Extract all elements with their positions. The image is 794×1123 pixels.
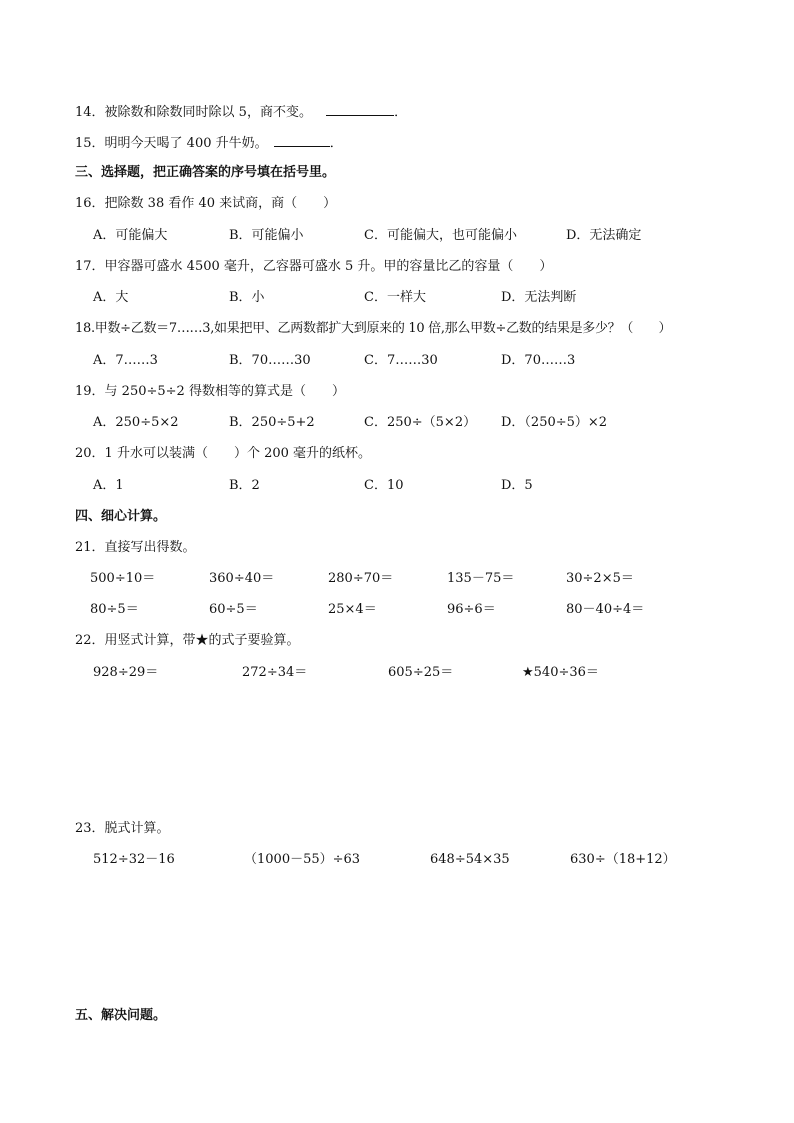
oral-calc-item: 360÷40＝ [209,571,275,586]
oral-calc-item: 80－40÷4＝ [566,602,645,617]
vertical-calc-item: 928÷29＝ [93,665,159,680]
question-14 [75,102,407,122]
question-18-option-a[interactable]: A．7……3 [93,353,158,368]
oral-calc-item: 30÷2×5＝ [566,571,634,586]
question-16-option-a[interactable]: A．可能偏大 [93,228,168,243]
question-14-tail: ． [394,105,408,120]
question-14-text: 14．被除数和除数同时除以 5，商不变。 [75,105,312,120]
question-22-text: 22．用竖式计算，带★的式子要验算。 [75,633,300,648]
question-20-text: 20．1 升水可以装满（ ）个 200 毫升的纸杯。 [75,446,372,461]
question-18-option-b[interactable]: B．70……30 [229,353,311,368]
oral-calc-item: 500÷10＝ [90,571,156,586]
question-15-text: 15．明明今天喝了 400 升牛奶。 [75,136,268,151]
oral-calc-item: 280÷70＝ [328,571,394,586]
question-19-option-c[interactable]: C．250÷（5×2） [364,415,477,430]
step-calc-item: 648÷54×35 [430,852,510,867]
question-17-option-b[interactable]: B．小 [229,290,265,305]
oral-calc-item: 80÷5＝ [90,602,139,617]
question-20-option-a[interactable]: A．1 [93,478,124,493]
question-16-option-b[interactable]: B．可能偏小 [229,228,304,243]
question-18-option-d[interactable]: D．70……3 [501,353,576,368]
step-calc-item: 630÷（18+12） [570,852,676,867]
oral-calc-item: 135－75＝ [447,571,515,586]
vertical-calc-item: 605÷25＝ [388,665,454,680]
question-18-option-c[interactable]: C．7……30 [364,353,438,368]
question-19-option-d[interactable]: D．（250÷5）×2 [501,415,608,430]
question-18-text: 18.甲数÷乙数＝7……3,如果把甲、乙两数都扩大到原来的 10 倍,那么甲数÷乙数的结果是多少？（ ） [75,321,672,336]
question-17-option-c[interactable]: C．一样大 [364,290,426,305]
question-20-option-c[interactable]: C．10 [364,478,404,493]
question-23-text: 23．脱式计算。 [75,821,170,836]
question-19-option-b[interactable]: B．250÷5+2 [229,415,315,430]
oral-calc-item: 25×4＝ [328,602,377,617]
vertical-calc-item: 272÷34＝ [242,665,308,680]
question-19-text: 19．与 250÷5÷2 得数相等的算式是（ ） [75,384,345,399]
question-17-option-a[interactable]: A．大 [93,290,129,305]
vertical-calc-item: ★540÷36＝ [522,665,599,680]
oral-calc-item: 96÷6＝ [447,602,496,617]
question-21-text: 21．直接写出得数。 [75,540,196,555]
question-20-option-b[interactable]: B．2 [229,478,260,493]
question-20-option-d[interactable]: D．5 [501,478,533,493]
question-16-option-d[interactable]: D．无法确定 [566,228,642,243]
question-15-tail: ． [329,136,343,151]
question-15 [75,133,343,153]
question-19-option-a[interactable]: A．250÷5×2 [93,415,179,430]
section-3-heading: 三、选择题，把正确答案的序号填在括号里。 [75,165,336,180]
question-17-text: 17．甲容器可盛水 4500 毫升，乙容器可盛水 5 升。甲的容量比乙的容量（ ） [75,259,553,274]
question-16-option-c[interactable]: C．可能偏大，也可能偏小 [364,228,517,243]
oral-calc-item: 60÷5＝ [209,602,258,617]
answer-blank-14[interactable] [326,102,394,116]
section-4-heading: 四、细心计算。 [75,509,167,524]
section-5-heading: 五、解决问题。 [75,1008,167,1023]
step-calc-item: 512÷32－16 [93,852,175,867]
question-17-option-d[interactable]: D．无法判断 [501,290,577,305]
question-16-text: 16．把除数 38 看作 40 来试商，商（ ） [75,196,337,211]
answer-blank-15[interactable] [274,133,330,147]
step-calc-item: （1000－55）÷63 [244,852,361,867]
